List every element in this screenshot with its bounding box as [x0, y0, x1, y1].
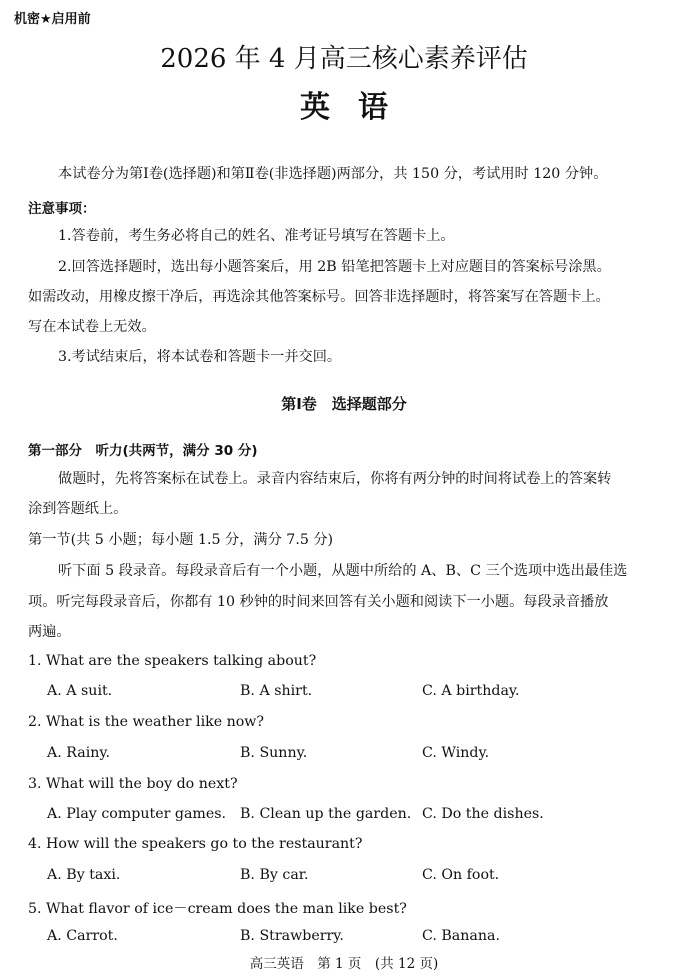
- note-item-2-line-2: 如需改动，用橡皮擦干净后，再选涂其他答案标号。回答非选择题时，将答案写在答题卡上。: [28, 289, 610, 305]
- part1-instruction-line-2: 涂到答题纸上。: [28, 501, 128, 517]
- section1-heading: 第一节(共 5 小题；每小题 1.5 分，满分 7.5 分): [28, 532, 334, 548]
- note-item-1: 1.答卷前，考生务必将自己的姓名、准考证号填写在答题卡上。: [58, 228, 455, 244]
- option-c: C. Banana.: [422, 928, 500, 944]
- section1-instruction-line-1: 听下面 5 段录音。每段录音后有一个小题，从题中所给的 A、B、C 三个选项中选出最佳选: [58, 563, 628, 579]
- option-b: B. Sunny.: [240, 745, 308, 761]
- option-a: A. Play computer games.: [47, 806, 227, 822]
- notes-heading: 注意事项：: [28, 201, 96, 217]
- option-a: A. Rainy.: [47, 745, 111, 761]
- option-c: C. On foot.: [422, 867, 500, 883]
- part1-heading: 第一部分 听力(共两节，满分 30 分): [28, 443, 258, 459]
- note-item-2-line-3: 写在本试卷上无效。: [28, 319, 156, 335]
- option-a: A. By taxi.: [47, 867, 121, 883]
- option-c: C. Do the dishes.: [422, 806, 544, 822]
- note-item-2-line-1: 2.回答选择题时，选出每小题答案后，用 2B 铅笔把答题卡上对应题目的答案标号涂黑。: [58, 259, 611, 275]
- option-c: C. Windy.: [422, 745, 490, 761]
- intro-text: 本试卷分为第Ⅰ卷(选择题)和第Ⅱ卷(非选择题)两部分，共 150 分，考试用时 120 分钟。: [58, 166, 608, 182]
- option-a: A. A suit.: [47, 683, 113, 699]
- question-stem: 4. How will the speakers go to the restaurant?: [28, 836, 363, 852]
- option-c: C. A birthday.: [422, 683, 520, 699]
- option-b: B. A shirt.: [240, 683, 313, 699]
- question-stem: 2. What is the weather like now?: [28, 714, 265, 730]
- question-stem: 5. What flavor of ice－cream does the man like best?: [28, 901, 407, 917]
- option-b: B. By car.: [240, 867, 309, 883]
- exam-title: 2026 年 4 月高三核心素养评估: [160, 44, 528, 74]
- page-footer: 高三英语 第 1 页 (共 12 页): [249, 956, 439, 972]
- subject-title: 英语: [300, 90, 416, 125]
- part1-instruction-line-1: 做题时，先将答案标在试卷上。录音内容结束后，你将有两分钟的时间将试卷上的答案转: [58, 471, 612, 487]
- option-b: B. Clean up the garden.: [240, 806, 412, 822]
- question-stem: 1. What are the speakers talking about?: [28, 653, 317, 669]
- note-item-3: 3.考试结束后，将本试卷和答题卡一并交回。: [58, 349, 342, 365]
- section1-instruction-line-2: 项。听完每段录音后，你都有 10 秒钟的时间来回答有关小题和阅读下一小题。每段录音播放: [28, 594, 609, 610]
- question-stem: 3. What will the boy do next?: [28, 776, 238, 792]
- section1-instruction-line-3: 两遍。: [28, 624, 71, 640]
- option-a: A. Carrot.: [47, 928, 118, 944]
- confidential-label: 机密★启用前: [14, 12, 91, 27]
- section-title: 第Ⅰ卷 选择题部分: [281, 395, 407, 413]
- option-b: B. Strawberry.: [240, 928, 344, 944]
